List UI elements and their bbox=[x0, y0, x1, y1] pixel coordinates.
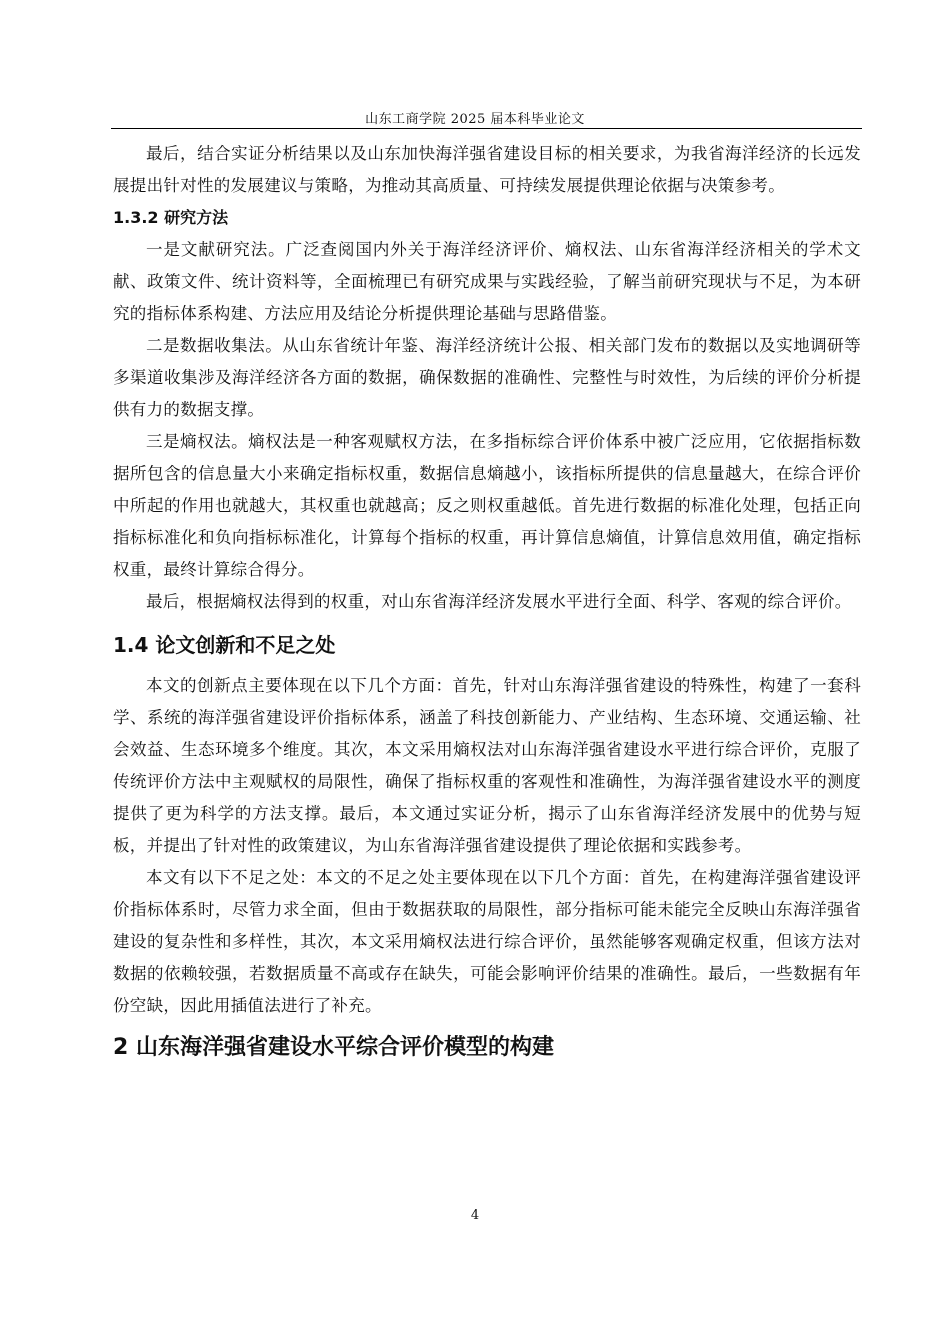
running-header: 山东工商学院 2025 届本科毕业论文 bbox=[365, 112, 585, 127]
paragraph-shortcomings: 本文有以下不足之处：本文的不足之处主要体现在以下几个方面：首先，在构建海洋强省建设评价指标体系时，尽管力求全面，但由于数据获取的局限性，部分指标可能未能完全反映山东海洋强省建设的复杂性和多样性，其次，本文采用熵权法进行综合评价，虽然能够客观确定权重，但该方法对数据的依赖较强，若数据质量不高或存在缺失，可能会影响评价结果的准确性。最后，一些数据有年份空缺，因此用插值法进行了补充。 bbox=[113, 868, 861, 1015]
page-body bbox=[113, 138, 861, 1066]
chapter-heading-2: 2 山东海洋强省建设水平综合评价模型的构建 bbox=[113, 1035, 554, 1060]
paragraph-data-collection-method: 二是数据收集法。从山东省统计年鉴、海洋经济统计公报、相关部门发布的数据以及实地调研等多渠道收集涉及海洋经济各方面的数据，确保数据的准确性、完整性与时效性，为后续的评价分析提供有力的数据支撑。 bbox=[113, 336, 861, 419]
paragraph-innovations: 本文的创新点主要体现在以下几个方面：首先，针对山东海洋强省建设的特殊性，构建了一套科学、系统的海洋强省建设评价指标体系，涵盖了科技创新能力、产业结构、生态环境、交通运输、社会效益、生态环境多个维度。其次，本文采用熵权法对山东海洋强省建设水平进行综合评价，克服了传统评价方法中主观赋权的局限性，确保了指标权重的客观性和准确性，为海洋强省建设水平的测度提供了更为科学的方法支撑。最后，本文通过实证分析，揭示了山东省海洋经济发展中的优势与短板，并提出了针对性的政策建议，为山东省海洋强省建设提供了理论依据和实践参考。 bbox=[113, 676, 861, 855]
paragraph-literature-method: 一是文献研究法。广泛查阅国内外关于海洋经济评价、熵权法、山东省海洋经济相关的学术文献、政策文件、统计资料等，全面梳理已有研究成果与实践经验，了解当前研究现状与不足，为本研究的指标体系构建、方法应用及结论分析提供理论基础与思路借鉴。 bbox=[113, 240, 861, 323]
section-heading-1-4: 1.4 论文创新和不足之处 bbox=[113, 633, 336, 657]
section-heading-1-3-2: 1.3.2 研究方法 bbox=[113, 208, 229, 227]
page-number: 4 bbox=[470, 1208, 480, 1223]
paragraph-conclusion-goal: 最后，结合实证分析结果以及山东加快海洋强省建设目标的相关要求，为我省海洋经济的长远发展提出针对性的发展建议与策略，为推动其高质量、可持续发展提供理论依据与决策参考。 bbox=[113, 144, 861, 195]
paragraph-entropy-method: 三是熵权法。熵权法是一种客观赋权方法，在多指标综合评价体系中被广泛应用，它依据指标数据所包含的信息量大小来确定指标权重，数据信息熵越小，该指标所提供的信息量越大，在综合评价中所起的作用也就越大，其权重也就越高；反之则权重越低。首先进行数据的标准化处理，包括正向指标标准化和负向指标标准化，计算每个指标的权重，再计算信息熵值，计算信息效用值，确定指标权重，最终计算综合得分。 bbox=[113, 432, 861, 579]
paragraph-evaluation-summary: 最后，根据熵权法得到的权重，对山东省海洋经济发展水平进行全面、科学、客观的综合评价。 bbox=[146, 592, 852, 611]
header-divider bbox=[111, 128, 862, 129]
